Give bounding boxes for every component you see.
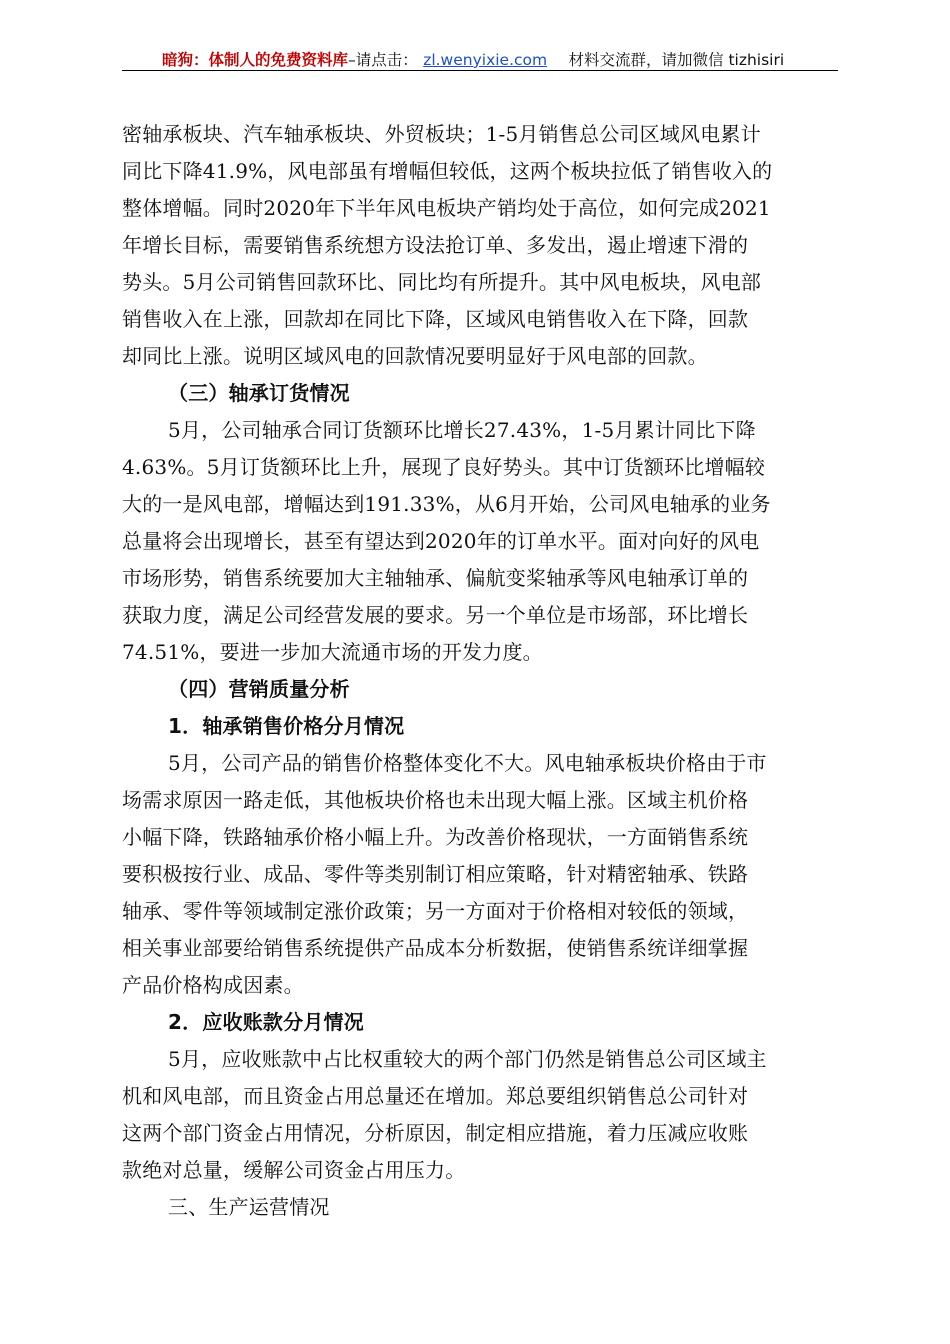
header-contact-text: 材料交流群，请加微信 tizhisiri xyxy=(568,51,785,69)
paragraph-line: 74.51%，要进一步加大流通市场的开发力度。 xyxy=(122,640,543,664)
paragraph-line: 机和风电部，而且资金占用总量还在增加。郑总要组织销售总公司针对 xyxy=(122,1084,749,1108)
paragraph-line: 5月，应收账款中占比权重较大的两个部门仍然是销售总公司区域主 xyxy=(168,1047,767,1071)
section-heading: （四）营销质量分析 xyxy=(168,677,350,701)
paragraph-line: 销售收入在上涨，回款却在同比下降，区域风电销售收入在下降，回款 xyxy=(122,307,749,331)
paragraph-line: 要积极按行业、成品、零件等类别制订相应策略，针对精密轴承、铁路 xyxy=(122,862,749,886)
paragraph-line: 4.63%。5月订货额环比上升，展现了良好势头。其中订货额环比增幅较 xyxy=(122,455,766,479)
paragraph-line: 总量将会出现增长，甚至有望达到2020年的订单水平。面对向好的风电 xyxy=(122,529,760,553)
paragraph-line: 密轴承板块、汽车轴承板块、外贸板块；1-5月销售总公司区域风电累计 xyxy=(122,122,761,146)
header-watermark-line xyxy=(162,48,784,70)
paragraph-line: 整体增幅。同时2020年下半年风电板块产销均处于高位，如何完成2021 xyxy=(122,196,771,220)
paragraph-line: 5月，公司产品的销售价格整体变化不大。风电轴承板块价格由于市 xyxy=(168,751,767,775)
section-heading: 1．轴承销售价格分月情况 xyxy=(168,714,405,738)
paragraph-line: 场需求原因一路走低，其他板块价格也未出现大幅上涨。区域主机价格 xyxy=(122,788,749,812)
header-prompt-text: –请点击： xyxy=(348,51,418,69)
paragraph-line: 市场形势，销售系统要加大主轴轴承、偏航变桨轴承等风电轴承订单的 xyxy=(122,566,749,590)
section-heading: 2．应收账款分月情况 xyxy=(168,1010,364,1034)
paragraph-line: 产品价格构成因素。 xyxy=(122,973,304,997)
paragraph-line: 这两个部门资金占用情况，分析原因，制定相应措施，着力压减应收账 xyxy=(122,1121,749,1145)
document-body xyxy=(122,116,837,1226)
header-link[interactable]: zl.wenyixie.com xyxy=(423,51,548,69)
paragraph-line: 三、生产运营情况 xyxy=(168,1195,330,1219)
paragraph-line: 同比下降41.9%，风电部虽有增幅但较低，这两个板块拉低了销售收入的 xyxy=(122,159,773,183)
header-divider xyxy=(122,70,838,71)
paragraph-line: 轴承、零件等领域制定涨价政策；另一方面对于价格相对较低的领域， xyxy=(122,899,749,923)
section-heading: （三）轴承订货情况 xyxy=(168,381,350,405)
paragraph-line: 大的一是风电部，增幅达到191.33%，从6月开始，公司风电轴承的业务 xyxy=(122,492,771,516)
paragraph-line: 年增长目标，需要销售系统想方设法抢订单、多发出，遏止增速下滑的 xyxy=(122,233,749,257)
paragraph-line: 小幅下降，铁路轴承价格小幅上升。为改善价格现状，一方面销售系统 xyxy=(122,825,749,849)
paragraph-line: 获取力度，满足公司经营发展的要求。另一个单位是市场部，环比增长 xyxy=(122,603,749,627)
paragraph-line: 势头。5月公司销售回款环比、同比均有所提升。其中风电板块，风电部 xyxy=(122,270,762,294)
paragraph-line: 却同比上涨。说明区域风电的回款情况要明显好于风电部的回款。 xyxy=(122,344,708,368)
header-brand-text: 暗狗：体制人的免费资料库 xyxy=(162,51,349,69)
paragraph-line: 相关事业部要给销售系统提供产品成本分析数据，使销售系统详细掌握 xyxy=(122,936,749,960)
paragraph-line: 款绝对总量，缓解公司资金占用压力。 xyxy=(122,1158,466,1182)
paragraph-line: 5月，公司轴承合同订货额环比增长27.43%，1-5月累计同比下降 xyxy=(168,418,756,442)
